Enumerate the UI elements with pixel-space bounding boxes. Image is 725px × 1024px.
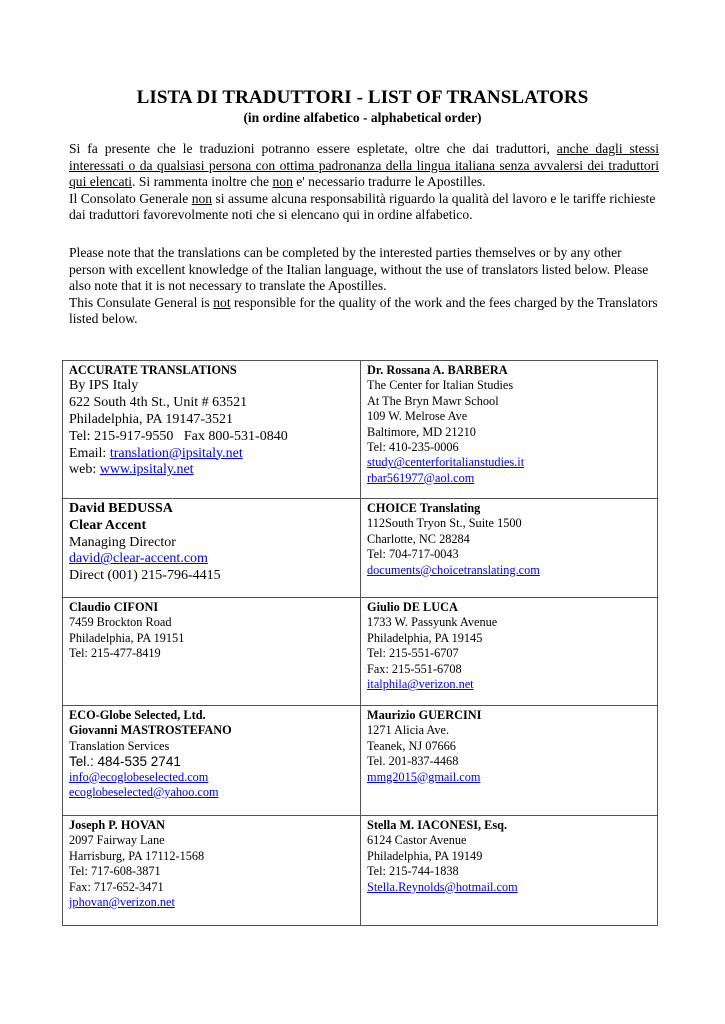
translator-name: David BEDUSSA [69, 501, 173, 516]
translator-name: CHOICE Translating [367, 501, 481, 515]
table-row [63, 598, 658, 706]
email-link[interactable]: italphila@verizon.net [367, 677, 474, 692]
translator-guercini: Maurizio GUERCINI 1271 Alicia Ave. Teanek, NJ 07666 Tel. 201-837-4468 mmg2015@gmail.com [361, 706, 658, 816]
intro-italian [69, 141, 659, 224]
translator-name: Giulio DE LUCA [367, 600, 458, 614]
translator-cifoni: Claudio CIFONI 7459 Brockton Road Philadelphia, PA 19151 Tel: 215-477-8419 [63, 598, 361, 706]
translator-name: Maurizio GUERCINI [367, 708, 482, 722]
translator-hovan: Joseph P. HOVAN 2097 Fairway Lane Harrisburg, PA 17112-1568 Tel: 717-608-3871 Fax: 717-652-3471 jphovan@verizon.net [63, 816, 361, 926]
page-subtitle: (in ordine alfabetico - alphabetical order) [243, 110, 482, 125]
email-link[interactable]: rbar561977@aol.com [367, 470, 475, 485]
translator-name: Stella M. IACONESI, Esq. [367, 818, 508, 832]
table-row [63, 816, 658, 926]
email-link[interactable]: jphovan@verizon.net [69, 895, 175, 910]
translator-choice: CHOICE Translating 112South Tryon St., Suite 1500 Charlotte, NC 28284 Tel: 704-717-0043 documents@choicetranslating.com [361, 499, 658, 598]
intro-english-p1: Please note that the translations can be completed by the interested parties themselves or by any other person with excellent knowledge of the Italian language, without the use of translators listed below. Please also note that it is not necessary to translate the Apostilles. [69, 245, 649, 293]
intro-english [69, 245, 659, 328]
table-row [63, 361, 658, 499]
translator-barbera: Dr. Rossana A. BARBERA The Center for Italian Studies At The Bryn Mawr School 109 W. Melrose Ave Baltimore, MD 21210 Tel: 410-235-0006 study@centerforitalianstudies.it rbar561977@aol.com [361, 361, 658, 499]
intro-english-p2: This Consulate General is not responsible for the quality of the work and the fees charged by the Translators listed below. [69, 294, 658, 326]
email-link[interactable]: documents@choicetranslating.com [367, 562, 540, 577]
email-link[interactable]: study@centerforitalianstudies.it [367, 455, 525, 470]
intro-italian-p1: Si fa presente che le traduzioni potranno essere espletate, oltre che dai traduttori, anche dagli stessi interessati o da qualsiasi persona con ottima padronanza della lingua italiana senza avvalersi dei traduttori qui elencati. Si rammenta inoltre che non e' necessario tradurre le Apostilles. [69, 141, 659, 189]
translators-table [62, 360, 658, 926]
translator-iaconesi: Stella M. IACONESI, Esq. 6124 Castor Avenue Philadelphia, PA 19149 Tel: 215-744-1838 Stella.Reynolds@hotmail.com [361, 816, 658, 926]
email-link[interactable]: Stella.Reynolds@hotmail.com [367, 879, 518, 894]
email-link[interactable]: mmg2015@gmail.com [367, 769, 481, 784]
page-title: LISTA DI TRADUTTORI - LIST OF TRANSLATORS [136, 87, 589, 108]
translator-accurate: ACCURATE TRANSLATIONS By IPS Italy 622 South 4th St., Unit # 63521 Philadelphia, PA 19147-3521 Tel: 215-917-9550 Fax 800-531-0840 Email: translation@ipsitaly.net web: www.ipsitaly.net [63, 361, 361, 499]
email-link[interactable]: translation@ipsitaly.net [109, 445, 243, 461]
table-row [63, 499, 658, 598]
website-link[interactable]: www.ipsitaly.net [99, 462, 194, 478]
translator-name: ACCURATE TRANSLATIONS [69, 363, 237, 377]
translator-name: ECO-Globe Selected, Ltd. [69, 708, 206, 722]
translator-name: Dr. Rossana A. BARBERA [367, 363, 508, 377]
translator-name: Joseph P. HOVAN [69, 818, 166, 832]
email-link[interactable]: david@clear-accent.com [69, 551, 208, 567]
translator-bedussa: David BEDUSSA Clear Accent Managing Director david@clear-accent.com Direct (001) 215-796-4415 [63, 499, 361, 598]
email-link[interactable]: ecoglobeselected@yahoo.com [69, 785, 219, 800]
translator-ecoglobe: ECO-Globe Selected, Ltd. Giovanni MASTROSTEFANO Translation Services Tel.: 484-535 2741 info@ecoglobeselected.com ecoglobeselected@yahoo.com [63, 706, 361, 816]
translator-deluca: Giulio DE LUCA 1733 W. Passyunk Avenue Philadelphia, PA 19145 Tel: 215-551-6707 Fax: 215-551-6708 italphila@verizon.net [361, 598, 658, 706]
table-row [63, 706, 658, 816]
intro-italian-p2: Il Consolato Generale non si assume alcuna responsabilità riguardo la qualità del lavoro e le tariffe richieste dai traduttori favorevolmente noti che si elencano qui in ordine alfabetico. [69, 190, 656, 222]
email-link[interactable]: info@ecoglobeselected.com [69, 769, 209, 784]
translator-name: Claudio CIFONI [69, 600, 159, 614]
